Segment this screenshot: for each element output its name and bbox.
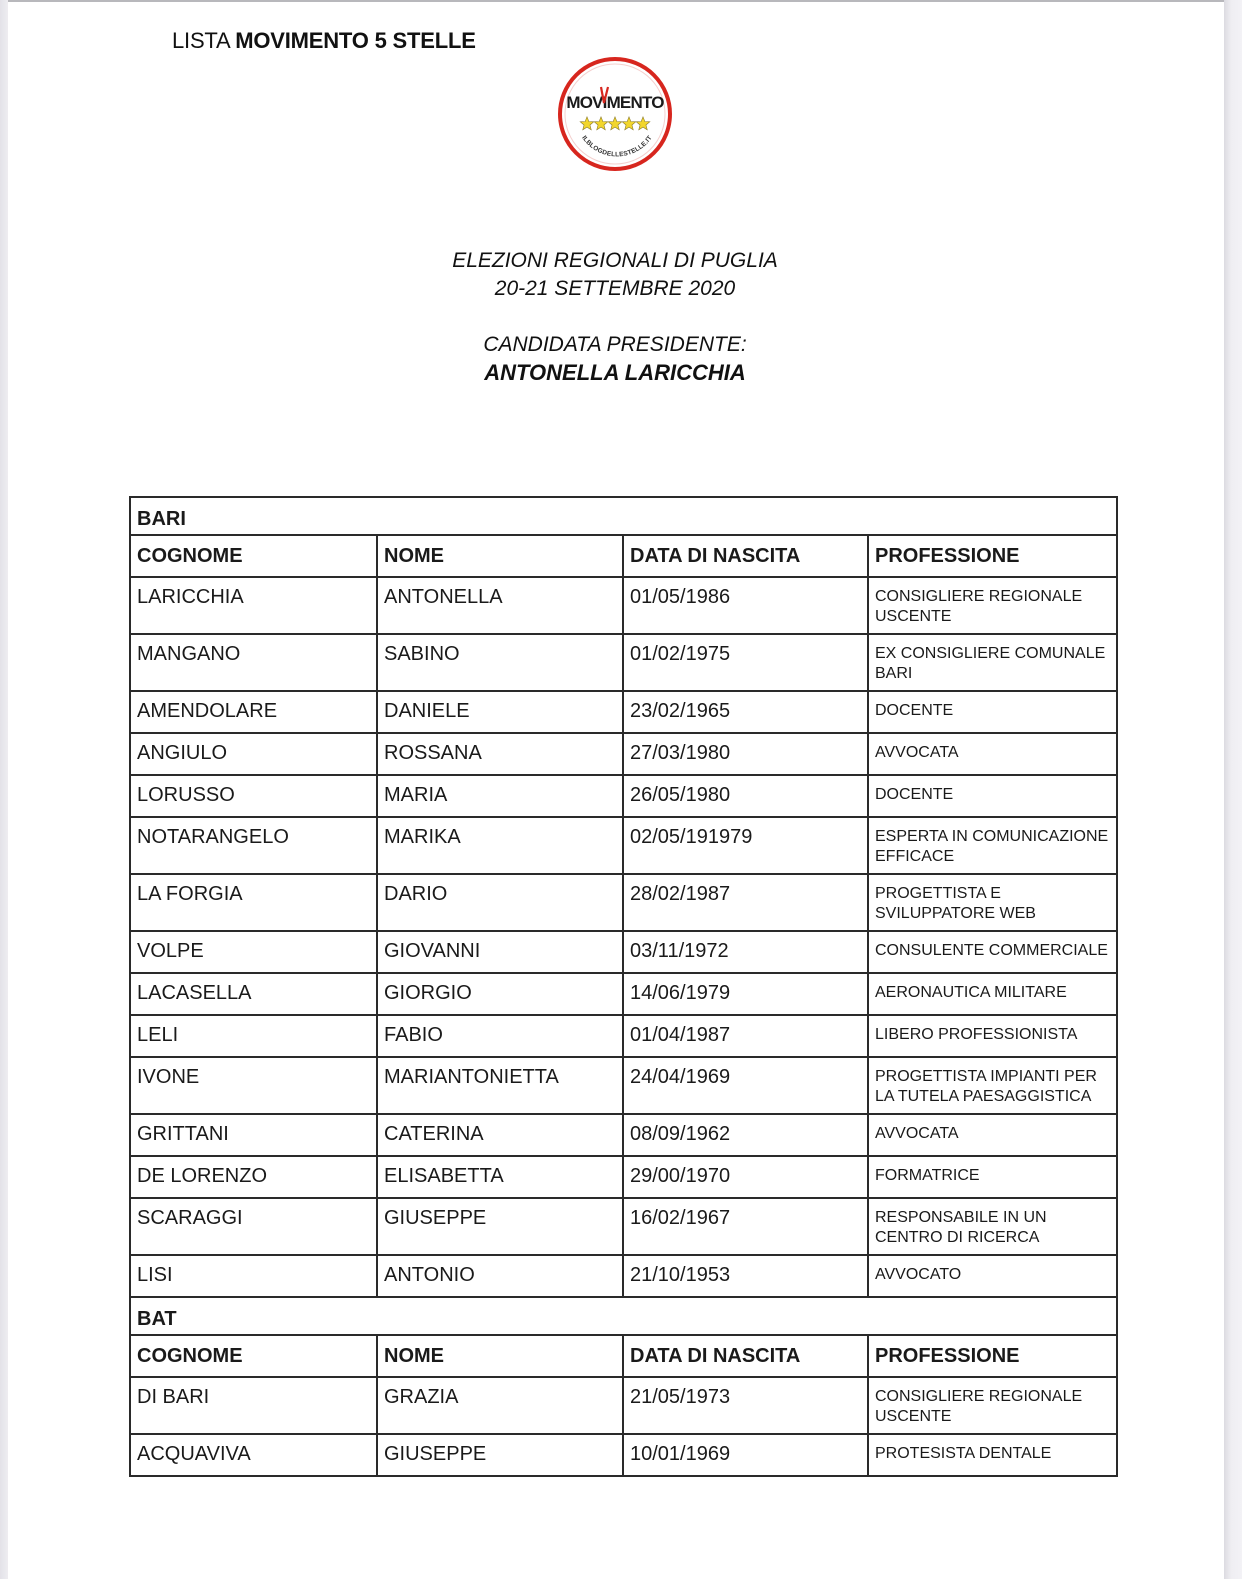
cell-data-nascita: 08/09/1962	[623, 1114, 868, 1156]
cell-nome: GIOVANNI	[377, 931, 623, 973]
cell-professione: RESPONSABILE IN UN CENTRO DI RICERCA	[868, 1198, 1117, 1255]
table-row	[130, 1015, 1117, 1057]
cell-professione: FORMATRICE	[868, 1156, 1117, 1198]
table-row	[130, 931, 1117, 973]
cell-data-nascita: 26/05/1980	[623, 775, 868, 817]
viewer-scrollbar-track[interactable]	[1224, 0, 1242, 1579]
cell-nome: CATERINA	[377, 1114, 623, 1156]
table-row	[130, 1255, 1117, 1297]
column-header: DATA DI NASCITA	[623, 1335, 868, 1377]
column-header-row	[130, 1335, 1117, 1377]
cell-professione: ESPERTA IN COMUNICAZIONE EFFICACE	[868, 817, 1117, 874]
cell-professione: DOCENTE	[868, 691, 1117, 733]
cell-professione: PROGETTISTA IMPIANTI PER LA TUTELA PAESAGGISTICA	[868, 1057, 1117, 1114]
cell-cognome: AMENDOLARE	[130, 691, 377, 733]
cell-nome: FABIO	[377, 1015, 623, 1057]
cell-nome: MARIA	[377, 775, 623, 817]
section-row	[130, 1297, 1117, 1335]
cell-data-nascita: 01/02/1975	[623, 634, 868, 691]
table-row	[130, 634, 1117, 691]
cell-data-nascita: 01/05/1986	[623, 577, 868, 634]
cell-professione: PROGETTISTA E SVILUPPATORE WEB	[868, 874, 1117, 931]
cell-cognome: IVONE	[130, 1057, 377, 1114]
cell-data-nascita: 02/05/191979	[623, 817, 868, 874]
table-row	[130, 691, 1117, 733]
cell-professione: DOCENTE	[868, 775, 1117, 817]
candidate-name: ANTONELLA LARICCHIA	[484, 360, 746, 385]
cell-cognome: MANGANO	[130, 634, 377, 691]
logo-emblem-icon	[557, 56, 673, 172]
table-row	[130, 775, 1117, 817]
cell-professione: AVVOCATO	[868, 1255, 1117, 1297]
cell-nome: MARIKA	[377, 817, 623, 874]
section-row	[130, 497, 1117, 535]
table-row	[130, 874, 1117, 931]
logo-footer-text: ILBLOGDELLESTELLE.IT	[580, 134, 654, 159]
candidate-label: CANDIDATA PRESIDENTE:	[483, 333, 747, 356]
viewer-left-gutter	[0, 0, 8, 1579]
logo-word: MOVIMENTO	[566, 93, 664, 112]
cell-nome: ELISABETTA	[377, 1156, 623, 1198]
table-row	[130, 1377, 1117, 1434]
list-name: MOVIMENTO 5 STELLE	[235, 28, 476, 53]
cell-professione: CONSIGLIERE REGIONALE USCENTE	[868, 577, 1117, 634]
election-heading	[0, 247, 1230, 303]
column-header: NOME	[377, 535, 623, 577]
president-candidate-block	[0, 331, 1230, 387]
cell-nome: GIUSEPPE	[377, 1434, 623, 1476]
cell-nome: DANIELE	[377, 691, 623, 733]
table-row	[130, 733, 1117, 775]
cell-cognome: LARICCHIA	[130, 577, 377, 634]
cell-professione: CONSULENTE COMMERCIALE	[868, 931, 1117, 973]
movimento-5-stelle-logo	[557, 56, 673, 172]
cell-data-nascita: 14/06/1979	[623, 973, 868, 1015]
cell-data-nascita: 10/01/1969	[623, 1434, 868, 1476]
cell-cognome: ACQUAVIVA	[130, 1434, 377, 1476]
cell-nome: DARIO	[377, 874, 623, 931]
cell-data-nascita: 21/05/1973	[623, 1377, 868, 1434]
cell-nome: GIORGIO	[377, 973, 623, 1015]
cell-data-nascita: 03/11/1972	[623, 931, 868, 973]
table-row	[130, 1434, 1117, 1476]
cell-cognome: LISI	[130, 1255, 377, 1297]
cell-professione: PROTESISTA DENTALE	[868, 1434, 1117, 1476]
cell-cognome: LORUSSO	[130, 775, 377, 817]
cell-data-nascita: 21/10/1953	[623, 1255, 868, 1297]
column-header-row	[130, 535, 1117, 577]
table-row	[130, 1198, 1117, 1255]
page-top-border	[0, 0, 1242, 2]
cell-nome: MARIANTONIETTA	[377, 1057, 623, 1114]
column-header: DATA DI NASCITA	[623, 535, 868, 577]
cell-nome: SABINO	[377, 634, 623, 691]
table-row	[130, 973, 1117, 1015]
cell-professione: LIBERO PROFESSIONISTA	[868, 1015, 1117, 1057]
cell-cognome: SCARAGGI	[130, 1198, 377, 1255]
cell-cognome: GRITTANI	[130, 1114, 377, 1156]
section-title: BAT	[130, 1297, 1117, 1335]
cell-data-nascita: 29/00/1970	[623, 1156, 868, 1198]
cell-nome: GRAZIA	[377, 1377, 623, 1434]
table-row	[130, 1057, 1117, 1114]
cell-cognome: DI BARI	[130, 1377, 377, 1434]
cell-professione: AVVOCATA	[868, 733, 1117, 775]
cell-cognome: NOTARANGELO	[130, 817, 377, 874]
cell-nome: ANTONIO	[377, 1255, 623, 1297]
cell-data-nascita: 27/03/1980	[623, 733, 868, 775]
cell-data-nascita: 23/02/1965	[623, 691, 868, 733]
cell-nome: ANTONELLA	[377, 577, 623, 634]
column-header: PROFESSIONE	[868, 535, 1117, 577]
table-row	[130, 1114, 1117, 1156]
cell-cognome: LACASELLA	[130, 973, 377, 1015]
column-header: NOME	[377, 1335, 623, 1377]
candidates-table	[129, 496, 1118, 1477]
cell-data-nascita: 24/04/1969	[623, 1057, 868, 1114]
column-header: COGNOME	[130, 1335, 377, 1377]
list-title	[172, 28, 476, 54]
cell-data-nascita: 01/04/1987	[623, 1015, 868, 1057]
cell-cognome: LELI	[130, 1015, 377, 1057]
cell-nome: GIUSEPPE	[377, 1198, 623, 1255]
list-prefix: LISTA	[172, 28, 230, 53]
column-header: PROFESSIONE	[868, 1335, 1117, 1377]
cell-cognome: LA FORGIA	[130, 874, 377, 931]
cell-cognome: VOLPE	[130, 931, 377, 973]
election-dates: 20-21 SETTEMBRE 2020	[494, 277, 736, 300]
cell-professione: AERONAUTICA MILITARE	[868, 973, 1117, 1015]
cell-professione: EX CONSIGLIERE COMUNALE BARI	[868, 634, 1117, 691]
section-title: BARI	[130, 497, 1117, 535]
table-row	[130, 817, 1117, 874]
cell-data-nascita: 16/02/1967	[623, 1198, 868, 1255]
cell-cognome: DE LORENZO	[130, 1156, 377, 1198]
table-row	[130, 577, 1117, 634]
election-title: ELEZIONI REGIONALI DI PUGLIA	[452, 249, 778, 272]
cell-professione: AVVOCATA	[868, 1114, 1117, 1156]
cell-cognome: ANGIULO	[130, 733, 377, 775]
table-row	[130, 1156, 1117, 1198]
cell-professione: CONSIGLIERE REGIONALE USCENTE	[868, 1377, 1117, 1434]
column-header: COGNOME	[130, 535, 377, 577]
cell-data-nascita: 28/02/1987	[623, 874, 868, 931]
cell-nome: ROSSANA	[377, 733, 623, 775]
